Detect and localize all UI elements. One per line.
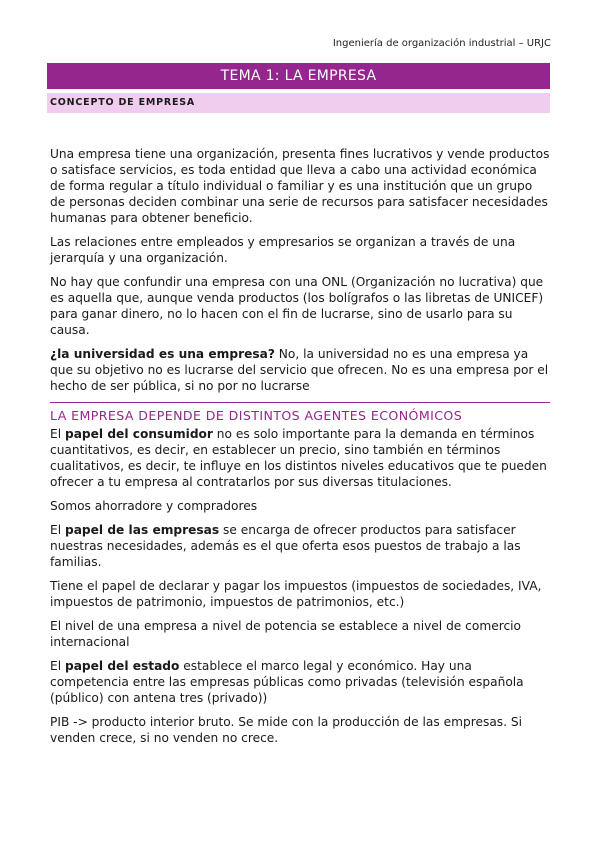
- paragraph: PIB -> producto interior bruto. Se mide con la producción de las empresas. Si venden crece, si no venden no crece.: [50, 715, 523, 745]
- text-span: se encarga de ofrecer productos para satisfacer nuestras necesidades, además es el que oferta esos puestos de trabajo a las familias.: [50, 523, 521, 569]
- section-subtitle: CONCEPTO DE EMPRESA: [47, 93, 550, 113]
- bold-term: papel del consumidor: [64, 427, 213, 441]
- text-span: El: [50, 427, 65, 441]
- section-heading: LA EMPRESA DEPENDE DE DISTINTOS AGENTES ECONÓMICOS: [50, 402, 550, 424]
- text-span: establece el marco legal y económico. Hay una competencia entre las empresas públicas como privadas (televisión española (público) con antena tres (privado)): [50, 659, 524, 705]
- paragraph: [50, 346, 550, 394]
- paragraph: [50, 426, 550, 490]
- document-title: TEMA 1: LA EMPRESA: [47, 63, 550, 89]
- paragraph: El nivel de una empresa a nivel de potencia se establece a nivel de comercio internacional: [50, 619, 521, 649]
- answer-text: No, la universidad no es una empresa ya que su objetivo no es lucrarse del servicio que ofrecen. No es una empresa por el hecho de ser pública, si no por no lucrarse: [50, 347, 549, 393]
- document-body: [50, 146, 550, 754]
- paragraph: Tiene el papel de declarar y pagar los impuestos (impuestos de sociedades, IVA, impuestos de patrimonio, impuestos de patrimonios, etc.): [50, 579, 542, 609]
- bold-term: papel del estado: [64, 659, 180, 673]
- page-header: Ingeniería de organización industrial – URJC: [332, 38, 551, 49]
- paragraph: Las relaciones entre empleados y empresarios se organizan a través de una jerarquía y una organización.: [50, 235, 516, 265]
- bold-term: papel de las empresas: [64, 523, 220, 537]
- text-span: El: [50, 659, 65, 673]
- paragraph: [50, 522, 550, 570]
- paragraph: [50, 658, 550, 706]
- paragraph: Somos ahorradore y compradores: [50, 499, 258, 513]
- text-span: no es solo importante para la demanda en términos cuantitativos, es decir, en establecer un precio, sino también en términos cualitativos, es decir, te influye en los distintos niveles educativos que te pueden ofrecer a tu empresa al contratarlos por sus diversas titulaciones.: [50, 427, 547, 489]
- bold-question: ¿la universidad es una empresa?: [50, 347, 275, 361]
- paragraph: No hay que confundir una empresa con una ONL (Organización no lucrativa) que es aquella que, aunque venda productos (los bolígrafos o las libretas de UNICEF) para ganar dinero, no lo hacen con el fin de lucrarse, sino de usarlo para su causa.: [50, 275, 544, 337]
- paragraph: Una empresa tiene una organización, presenta fines lucrativos y vende productos o satisface servicios, es toda entidad que lleva a cabo una actividad económica de forma regular a título individual o familiar y es una institución que un grupo de personas deciden combinar una serie de recursos para satisfacer necesidades humanas para obtener beneficio.: [50, 147, 550, 225]
- text-span: El: [50, 523, 65, 537]
